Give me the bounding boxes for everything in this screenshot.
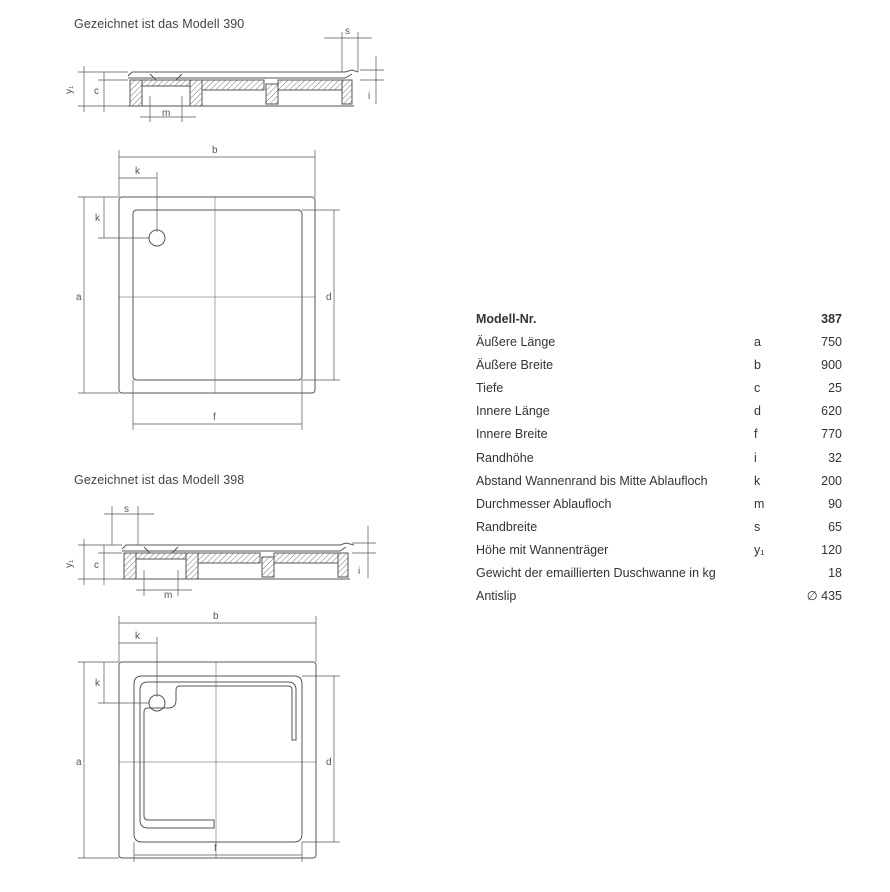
side-section-390	[78, 32, 384, 122]
spec-row	[476, 450, 842, 473]
dim-label-f-bottom: f	[214, 843, 217, 854]
spec-symbol: s	[754, 519, 761, 534]
dim-label-i-bottom: i	[358, 566, 361, 577]
spec-label: Äußere Breite	[476, 358, 554, 373]
dim-label-i-top: i	[368, 91, 371, 102]
spec-row	[476, 380, 842, 403]
spec-label: Durchmesser Ablaufloch	[476, 496, 612, 511]
spec-row	[476, 519, 842, 542]
dim-label-s-top: s	[345, 26, 350, 37]
spec-symbol: d	[754, 404, 761, 419]
side-section-398	[78, 506, 376, 596]
spec-symbol: a	[754, 335, 761, 350]
dim-label-k-top-h: k	[135, 166, 140, 177]
spec-row	[476, 496, 842, 519]
spec-value: 900	[821, 358, 842, 373]
dim-label-d-top: d	[326, 292, 332, 303]
spec-row	[476, 426, 842, 449]
spec-value: 32	[828, 450, 842, 465]
spec-value: 200	[821, 473, 842, 488]
spec-symbol: b	[754, 358, 761, 373]
dim-label-y-bottom: y₁	[64, 559, 75, 568]
dim-label-c-top: c	[94, 86, 99, 97]
dim-label-y-top: y₁	[64, 85, 75, 94]
spec-value: 120	[821, 542, 842, 557]
spec-symbol: c	[754, 381, 761, 396]
spec-header-value: 387	[821, 312, 842, 326]
spec-symbol: k	[754, 473, 761, 488]
spec-row	[476, 588, 842, 611]
spec-label: Abstand Wannenrand bis Mitte Ablaufloch	[476, 473, 708, 488]
dim-label-k-bottom-v: k	[95, 678, 100, 689]
spec-value: 90	[828, 496, 842, 511]
spec-label: Randhöhe	[476, 450, 534, 465]
dim-label-a-bottom: a	[76, 757, 82, 768]
spec-label: Innere Breite	[476, 427, 548, 442]
spec-row	[476, 473, 842, 496]
spec-row	[476, 403, 842, 426]
dim-label-b-top: b	[212, 145, 218, 156]
spec-label: Antislip	[476, 589, 517, 604]
spec-label: Höhe mit Wannenträger	[476, 542, 609, 557]
dim-label-s-bottom: s	[124, 504, 129, 515]
spec-label: Tiefe	[476, 381, 504, 396]
dim-label-c-bottom: c	[94, 560, 99, 571]
spec-value: 750	[821, 335, 842, 350]
dim-label-k-bottom-h: k	[135, 631, 140, 642]
spec-value: 25	[828, 381, 842, 396]
dim-label-m-bottom: m	[164, 590, 173, 601]
spec-label: Äußere Länge	[476, 335, 556, 350]
spec-row	[476, 542, 842, 565]
spec-value: 620	[821, 404, 842, 419]
dim-label-b-bottom: b	[213, 611, 219, 622]
dim-label-d-bottom: d	[326, 757, 332, 768]
caption-model-390: Gezeichnet ist das Modell 390	[74, 17, 245, 31]
spec-value: 770	[821, 427, 842, 442]
spec-symbol: y₁	[754, 542, 765, 557]
caption-model-398: Gezeichnet ist das Modell 398	[74, 473, 245, 487]
spec-row	[476, 565, 842, 588]
spec-header-row	[476, 311, 842, 334]
dim-label-a-top: a	[76, 292, 82, 303]
spec-symbol: m	[754, 496, 765, 511]
plan-view-390	[78, 150, 340, 430]
spec-value: 65	[828, 519, 842, 534]
spec-label: Innere Länge	[476, 404, 550, 419]
dim-label-m-top: m	[162, 108, 171, 119]
dim-label-k-top-v: k	[95, 213, 100, 224]
spec-label: Randbreite	[476, 519, 538, 534]
spec-symbol: f	[754, 427, 758, 442]
spec-header-label: Modell-Nr.	[476, 312, 537, 326]
plan-view-398	[78, 616, 340, 862]
spec-label: Gewicht der emaillierten Duschwanne in kg	[476, 566, 716, 581]
spec-table	[476, 311, 842, 611]
spec-value: ∅ 435	[806, 589, 842, 604]
dim-label-f-top: f	[213, 412, 216, 423]
spec-row	[476, 357, 842, 380]
spec-row	[476, 334, 842, 357]
spec-symbol: i	[754, 450, 757, 465]
spec-value: 18	[828, 566, 842, 581]
